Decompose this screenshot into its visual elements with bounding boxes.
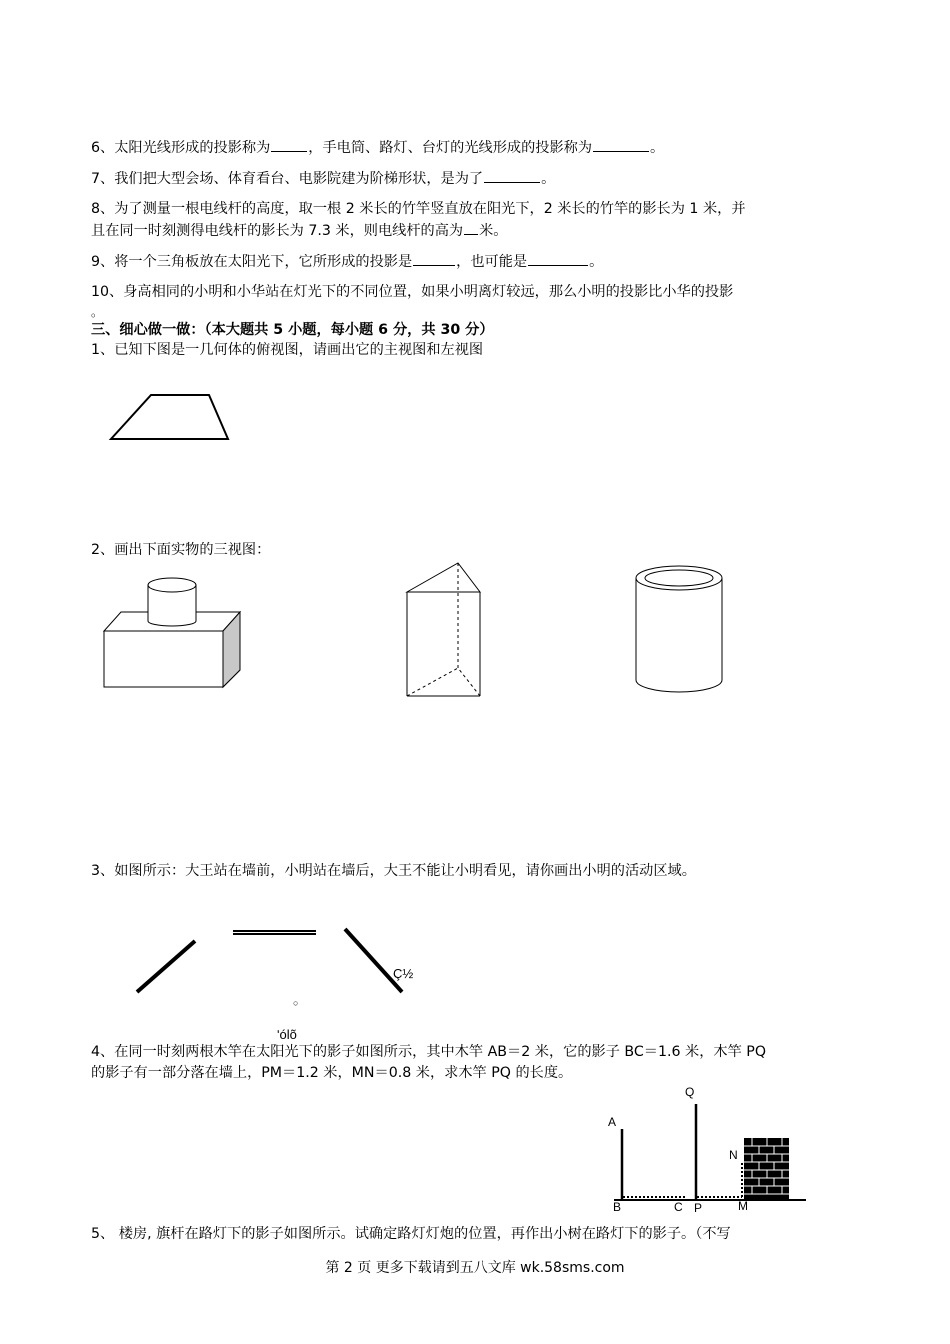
- page-footer: 第 2 页 更多下载请到五八文库 wk.58sms.com: [325, 1260, 625, 1276]
- trapezoid-figure: [111, 395, 228, 439]
- q9-text-3: 。: [589, 254, 604, 270]
- section-3-q5: 5、 楼房, 旗杆在路灯下的影子如图所示。试确定路灯灯炮的位置，再作出小树在路灯下的影子。（不写: [91, 1226, 731, 1242]
- poles-figure: [614, 1104, 806, 1200]
- triangular-prism-figure: [407, 563, 480, 696]
- wall-label-dot: ○: [293, 998, 299, 1008]
- q9-text-1: 9、将一个三角板放在太阳光下，它所形成的投影是: [91, 254, 413, 270]
- q7-text-2: 。: [541, 171, 556, 187]
- section-3-heading: 三、细心做一做：（本大题共 5 小题，每小题 6 分，共 30 分）: [91, 322, 494, 338]
- point-label-a: A: [608, 1115, 617, 1129]
- wall-label-right: Ç½: [393, 966, 414, 981]
- q9-text-2: ，也可能是: [456, 254, 528, 270]
- q6-text-2: ，手电筒、路灯、台灯的光线形成的投影称为: [308, 140, 593, 156]
- point-label-b: B: [613, 1200, 622, 1214]
- box-with-cylinder-figure: [104, 578, 240, 687]
- section-3-q1: 1、已知下图是一几何体的俯视图，请画出它的主视图和左视图: [91, 342, 484, 358]
- point-label-c: C: [674, 1200, 683, 1214]
- q8-text-1: 且在同一时刻测得电线杆的影长为 7.3 米，则电线杆的高为: [91, 223, 464, 239]
- question-8-line-1: 8、为了测量一根电线杆的高度，取一根 2 米长的竹竿竖直放在阳光下，2 米长的竹竿的影长为 1 米，并: [91, 201, 746, 217]
- q6-text-1: 6、太阳光线形成的投影称为: [91, 140, 271, 156]
- q8-text-2: 米。: [479, 223, 508, 239]
- q6-text-3: 。: [650, 140, 665, 156]
- point-label-m: M: [738, 1199, 748, 1213]
- point-label-q: Q: [685, 1085, 695, 1099]
- question-10-line-1: 10、身高相同的小明和小华站在灯光下的不同位置，如果小明离灯较远，那么小明的投影比小华的投影: [91, 284, 734, 300]
- section-3-q4-line-1: 4、在同一时刻两根木竿在太阳光下的影子如图所示，其中木竿 AB＝2 米，它的影子 BC＝1.6 米，木竿 PQ: [91, 1044, 767, 1060]
- hollow-cylinder-figure: [636, 566, 722, 692]
- section-3-q3: 3、如图所示：大王站在墙前，小明站在墙后，大王不能让小明看见，请你画出小明的活动区域。: [91, 863, 696, 879]
- question-10-line-2: 。: [91, 305, 104, 319]
- section-3-q4-line-2: 的影子有一部分落在墙上，PM＝1.2 米，MN＝0.8 米，求木竿 PQ 的长度。: [91, 1065, 573, 1081]
- walls-figure: [137, 929, 402, 992]
- wall-label-bottom: ʹólõ: [277, 1027, 297, 1042]
- q7-text-1: 7、我们把大型会场、体育看台、电影院建为阶梯形状，是为了: [91, 171, 484, 187]
- section-3-q2: 2、画出下面实物的三视图：: [91, 542, 271, 558]
- point-label-n: N: [729, 1148, 738, 1162]
- point-label-p: P: [694, 1201, 703, 1215]
